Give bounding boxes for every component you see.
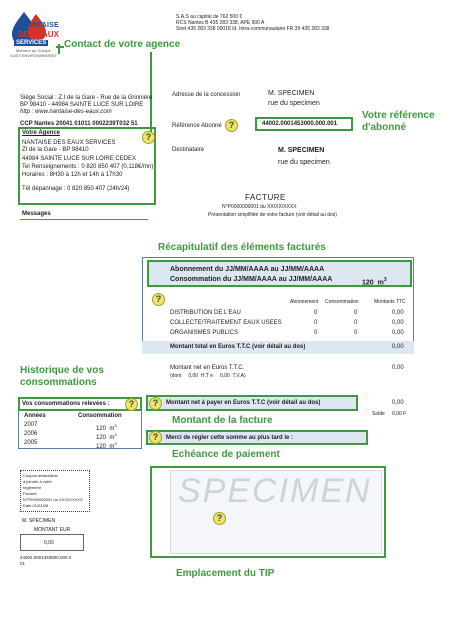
- annotation-recap: Récapitulatif des éléments facturés: [158, 242, 326, 253]
- destinataire-street: rue du specimen: [278, 159, 330, 166]
- historique-number: 120: [96, 435, 107, 441]
- historique-exp: 3: [114, 441, 117, 446]
- recap-row-abonnement: 0: [314, 310, 318, 316]
- net-tva-value: 0,00: [219, 373, 230, 379]
- net-label: Montant net en Euros T.T.C.: [170, 365, 245, 371]
- help-icon[interactable]: ?: [152, 293, 165, 306]
- annotation-historique: Historique de vos consommations: [20, 365, 104, 388]
- company-logo: [6, 8, 62, 62]
- recap-consommation: Consommation du JJ/MM/AAAA au JJ/MM/AAAA: [170, 276, 333, 283]
- coupon-montant-label: MONTANT EUR: [34, 527, 71, 533]
- recap-row-montant: 0,00: [392, 320, 404, 326]
- net-ht-value: 0,00: [188, 373, 199, 379]
- recap-abonnement: Abonnement du JJ/MM/AAAA au JJ/MM/AAAA: [170, 266, 325, 273]
- annotation-echeance: Echéance de paiement: [172, 449, 280, 460]
- messages-label: Messages: [22, 211, 51, 217]
- recap-conso-number: 120: [362, 279, 374, 287]
- facture-caption: Présentation simplifiée de votre facture (voir détail au dos): [208, 212, 337, 218]
- coupon-line5: N°P0000000001 du XX/XX/XXXX: [23, 497, 83, 502]
- echeance-label: Merci de régler cette somme au plus tard le :: [166, 435, 294, 441]
- destinataire-label: Destinataire: [172, 147, 205, 153]
- historique-exp: 3: [114, 432, 117, 437]
- net-tva-label: T.V.A): [232, 373, 246, 379]
- recap-header-abonnement: Abonnement: [290, 299, 319, 305]
- logo-text-services: SERVICES: [16, 40, 47, 46]
- leader-agence-v: [150, 52, 152, 132]
- logo-text-des-eaux: DES EAUX: [18, 30, 59, 39]
- historique-year: 2006: [24, 431, 38, 437]
- company-legal-line3: Siret 435 283 338 00018 Id. Intra-communautaire FR 39 435 283 338: [176, 26, 330, 32]
- agence-line1: NANTAISE DES EAUX SERVICES: [22, 140, 116, 146]
- coupon-line1: Coupon détachable: [23, 473, 58, 478]
- recap-conso-unit: m: [377, 279, 384, 287]
- siege-line1: Siège Social : Z.I de la Gare - Rue de la Grinnière: [20, 95, 153, 101]
- agence-line5: Horaires : 8H30 à 12h et 14h à 17h30: [22, 172, 123, 178]
- coupon-line2: à joindre à votre: [23, 479, 52, 484]
- annotation-reference: Votre référence d'abonné: [362, 110, 435, 133]
- leader-agence-diag: [58, 44, 60, 54]
- annotation-montant: Montant de la facture: [172, 415, 273, 426]
- help-icon[interactable]: ?: [213, 512, 226, 525]
- messages-line: [20, 219, 148, 220]
- historique-unit: m: [109, 435, 115, 441]
- recap-conso-exp: 3: [383, 277, 387, 283]
- total-label: Montant total en Euros T.T.C (voir détail au dos): [170, 344, 306, 350]
- solde-value: 0,00 F: [392, 411, 407, 417]
- historique-year: 2007: [24, 422, 38, 428]
- tip-watermark: SPECIMEN: [178, 472, 372, 510]
- historique-number: 120: [96, 444, 107, 450]
- recap-conso-value: [362, 276, 387, 287]
- coupon-ref2: 01: [20, 561, 26, 566]
- annotation-contact-agence: Contact de votre agence: [64, 39, 181, 50]
- net-value: 0,00: [392, 365, 404, 371]
- facture-number: N°P0000000001 du XX/XX/XXXX: [222, 204, 297, 210]
- concession-name: M. SPECIMEN: [268, 90, 315, 97]
- annotation-tip: Emplacement du TIP: [176, 568, 275, 579]
- recap-row-label: ORGANISMES PUBLICS: [170, 330, 239, 336]
- coupon-name: M. SPECIMEN: [22, 518, 56, 524]
- recap-row-abonnement: 0: [314, 330, 318, 336]
- coupon-line3: règlement: [23, 485, 41, 490]
- historique-unit: m: [109, 444, 115, 450]
- recap-row-consommation: 0: [354, 320, 358, 326]
- agence-line6: Tél dépannage : 0 820 850 407 (24h/24): [22, 186, 130, 192]
- siege-ccp: CCP Nantes 20041 01011 0002239T032 51: [20, 121, 138, 127]
- company-legal-line1: S.A.S au capital de 762 500 €: [176, 14, 243, 20]
- historique-title: Vos consommations relevées :: [22, 401, 110, 407]
- recap-row-label: DISTRIBUTION DE L'EAU: [170, 310, 241, 316]
- destinataire-name: M. SPECIMEN: [278, 147, 325, 154]
- coupon-ref1: 44002.0001453000.000.0: [20, 555, 72, 560]
- solde-label: Solde: [372, 411, 385, 417]
- help-icon[interactable]: ?: [125, 398, 138, 411]
- net-ht-label: H.T e: [200, 373, 214, 379]
- agence-title: Votre Agence: [22, 130, 61, 136]
- concession-label: Adresse de la concession: [172, 92, 241, 98]
- concession-street: rue du specimen: [268, 100, 320, 107]
- net-dont: (dont: [170, 373, 182, 379]
- help-icon[interactable]: ?: [149, 431, 162, 444]
- historique-value: [96, 440, 117, 451]
- historique-col-year: Années: [24, 413, 46, 419]
- logo-text-nantaise: NANTAISE: [22, 22, 59, 29]
- net-detail: [170, 373, 246, 379]
- coupon-line6: Date 01/01/08: [23, 503, 49, 508]
- total-value: 0,00: [392, 344, 404, 350]
- reference-label: Référence Abonné: [172, 123, 222, 129]
- historique-unit: m: [109, 426, 115, 432]
- reference-value: 44002.0001453000.000.001: [262, 121, 338, 127]
- recap-row-consommation: 0: [354, 330, 358, 336]
- recap-header-montant: Montants TTC: [374, 299, 406, 305]
- historique-col-conso: Consommation: [78, 413, 122, 419]
- help-icon[interactable]: ?: [149, 397, 162, 410]
- recap-row-abonnement: 0: [314, 320, 318, 326]
- recap-row-label: COLLECTE/TRAITEMENT EAUX USEES: [170, 320, 282, 326]
- coupon-line4: Facture: [23, 491, 37, 496]
- logo-text-membre: Membre du Groupe: [16, 48, 51, 53]
- montant-net-value: 0,00: [392, 400, 404, 406]
- historique-year: 2005: [24, 440, 38, 446]
- help-icon[interactable]: ?: [142, 131, 155, 144]
- logo-text-suez: SUEZ ENVIRONNEMENT: [10, 53, 57, 58]
- historique-exp: 3: [114, 423, 117, 428]
- recap-row-montant: 0,00: [392, 330, 404, 336]
- agence-line2: ZI de la Gare - BP 98410: [22, 147, 89, 153]
- siege-website: http : www.nantaise-des-eaux.com: [20, 109, 112, 115]
- montant-net-label: Montant net à payer en Euros T.T.C (voir détail au dos): [166, 400, 321, 406]
- agence-line3: 44984 SAINTE LUCE SUR LOIRE CEDEX: [22, 156, 137, 162]
- help-icon[interactable]: ?: [225, 119, 238, 132]
- recap-row-montant: 0,00: [392, 310, 404, 316]
- agence-line4: Tel Renseignements : 0 820 850 407 (0,118€/mn): [22, 164, 154, 170]
- historique-number: 120: [96, 426, 107, 432]
- siege-line2: BP 98410 - 44984 SAINTE LUCE SUR LOIRE: [20, 102, 144, 108]
- recap-header-consommation: Consommation: [325, 299, 359, 305]
- facture-title: FACTURE: [245, 193, 286, 202]
- company-legal-line2: RCS Nantes B 435 283 338, APE 900 A: [176, 20, 265, 26]
- coupon-montant-value: 0,00: [44, 540, 54, 546]
- recap-row-consommation: 0: [354, 310, 358, 316]
